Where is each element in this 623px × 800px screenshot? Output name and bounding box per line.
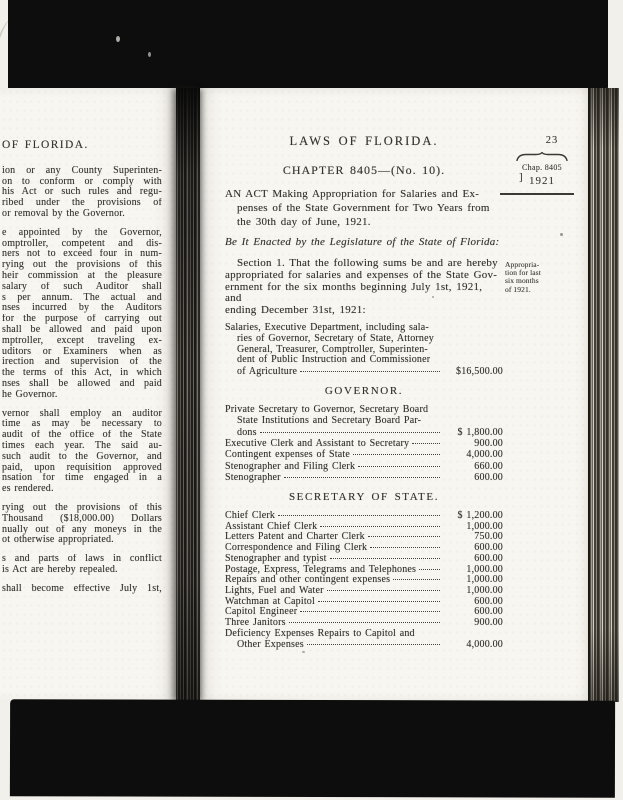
dot-leader xyxy=(370,547,440,548)
text-line: the terms of this Act, in which xyxy=(2,368,162,379)
dot-leader xyxy=(353,454,440,455)
ledger-amount: 1,000.00 xyxy=(466,520,503,532)
dot-leader xyxy=(278,515,440,516)
ledger-amount: 4,000.00 xyxy=(466,449,503,461)
text-line: ot otherwise appropriated. xyxy=(2,535,114,546)
right-page-text-column xyxy=(225,134,503,650)
dot-leader xyxy=(358,466,440,467)
left-paragraph xyxy=(2,228,162,401)
running-header: LAWS OF FLORIDA. xyxy=(289,134,439,148)
margin-note-line: tion for last xyxy=(505,268,541,278)
ledger-label: Contingent expenses of State xyxy=(225,449,350,461)
ledger-label: Lights, Fuel and Water xyxy=(225,584,324,596)
ledger-label: Executive Clerk and Assistant to Secretary xyxy=(225,438,410,450)
ledger-label: Stenographer and Filing Clerk xyxy=(225,460,356,472)
text-line: nually out of any moneys in the xyxy=(2,524,162,535)
text-line: ion or any County Superinten- xyxy=(2,165,162,176)
text-line: shall be allowed and paid upon xyxy=(2,324,162,335)
text-line: or removal by the Governor. xyxy=(2,208,125,219)
scan-speck xyxy=(148,52,151,57)
scanner-band-top xyxy=(8,0,608,90)
text-line: nses incurred by the Auditors xyxy=(2,303,162,314)
dot-leader xyxy=(284,477,440,478)
margin-note xyxy=(505,261,569,294)
text-line: audit of the office of the State xyxy=(2,430,162,441)
left-paragraph xyxy=(2,584,162,595)
dot-leader xyxy=(393,579,440,580)
act-title xyxy=(225,187,503,229)
left-page-text-column xyxy=(2,140,162,602)
margin-rule xyxy=(500,193,574,195)
ledger-label: Watchman at Capitol xyxy=(225,595,315,607)
ledger-label: Stenographer and typist xyxy=(225,552,327,564)
ledger-amount: 600.00 xyxy=(474,595,503,607)
text-line: ribed under the provisions of xyxy=(2,198,162,209)
appropriation-item-executive xyxy=(225,323,503,377)
text-line: he Governor. xyxy=(2,389,58,400)
dot-leader xyxy=(318,601,440,602)
text-line: ending December 31st, 1921: xyxy=(225,304,366,317)
section-1-paragraph xyxy=(225,258,503,317)
text-line: e appointed by the Governor, xyxy=(2,227,162,238)
ledger-label: Capitol Engineer xyxy=(225,606,298,618)
text-line: ners not to exceed four in num- xyxy=(2,249,162,260)
text-line: the 30th day of June, 1921. xyxy=(237,216,371,228)
ledger-amount: 600.00 xyxy=(474,542,503,554)
dot-leader xyxy=(289,622,440,623)
text-line: vernor shall employ an auditor xyxy=(2,408,162,419)
dot-leader xyxy=(327,590,440,591)
text-line: s and parts of laws in conflict xyxy=(2,554,162,565)
text-line: rying out the provisions of this xyxy=(2,260,162,271)
book-gutter-shadow xyxy=(176,88,200,702)
text-line: heir commission at the pleasure xyxy=(2,270,162,281)
ledger-label: Three Janitors xyxy=(225,617,286,629)
text-line: appropriated for salaries and expenses of the State Gov- xyxy=(225,268,498,281)
margin-chapter-label: Chap. 8405 xyxy=(522,163,562,172)
text-line: penses of the State Government for Two Years from xyxy=(237,202,490,214)
ledger-amount: 600.00 xyxy=(474,552,503,564)
text-line: times each year. The said au- xyxy=(2,440,162,451)
ledger-amount: 750.00 xyxy=(474,531,503,543)
ledger-label: Correspondence and Filing Clerk xyxy=(225,542,368,554)
dot-leader xyxy=(330,558,440,559)
margin-note-line: six months xyxy=(505,276,539,286)
dot-leader xyxy=(368,536,440,537)
text-line: AN ACT Making Appropriation for Salaries and Ex- xyxy=(225,188,480,200)
ledger-amount: 660.00 xyxy=(474,460,503,472)
ledger-label: Other Expenses xyxy=(237,638,304,650)
page-edges-strip xyxy=(588,88,619,702)
ledger-amount: 600.00 xyxy=(474,606,503,618)
dot-leader xyxy=(300,371,440,372)
scan-speck xyxy=(302,651,305,653)
ledger-amount: $ 1,200.00 xyxy=(457,509,503,521)
ledger-amount: 1,000.00 xyxy=(466,584,503,596)
text-line: nsation for time engaged in a xyxy=(2,473,162,484)
text-line: mptroller, except traveling ex- xyxy=(2,335,162,346)
margin-year-label: 1921 xyxy=(529,175,555,187)
left-paragraph xyxy=(2,409,162,495)
ledger-row xyxy=(225,427,503,438)
ledger-row xyxy=(225,554,503,565)
governor-items xyxy=(225,405,503,483)
secretary-of-state-items xyxy=(225,511,503,650)
text-line: dent of Public Instruction and Commissioner xyxy=(237,354,431,366)
ledger-amount: 1,000.00 xyxy=(466,574,503,586)
ledger-row xyxy=(225,586,503,597)
scanner-band-bottom xyxy=(10,699,615,798)
text-line: es rendered. xyxy=(2,484,54,495)
left-paragraph xyxy=(2,503,162,546)
ledger-label: Repairs and other contingent expenses xyxy=(225,574,391,586)
text-line: uditors or Examiners when as xyxy=(2,346,162,357)
text-line: Section 1. That the following sums be and are hereby xyxy=(237,257,498,269)
text-line: omptroller, competent and dis- xyxy=(2,238,162,249)
text-line: on to conform or comply with xyxy=(2,176,162,187)
text-line: ernment for the six months beginning July 1st, 1921, and xyxy=(225,280,483,305)
ledger-label: dons xyxy=(237,426,257,438)
dot-leader xyxy=(260,432,440,433)
section-heading-secretary-of-state: SECRETARY OF STATE. xyxy=(288,490,440,503)
dot-leader xyxy=(307,644,440,645)
text-line: salary of such Auditor shall xyxy=(2,281,162,292)
ledger-amount: $ 1,800.00 xyxy=(457,426,503,438)
scan-speck xyxy=(432,296,434,298)
ledger-label: Letters Patent and Charter Clerk xyxy=(225,531,365,543)
ledger-amount: 1,000.00 xyxy=(466,563,503,575)
page-number: 23 xyxy=(545,135,559,146)
ledger-row xyxy=(225,640,503,651)
text-line: is Act are hereby repealed. xyxy=(2,564,118,575)
text-line: Private Secretary to Governor, Secretary Board xyxy=(225,404,429,416)
text-line: paid, upon requisition approved xyxy=(2,462,162,473)
text-line: shall become effective July 1st, xyxy=(2,583,162,594)
dot-leader xyxy=(320,526,440,527)
margin-note-line: Appropria- xyxy=(505,260,540,269)
text-line: rying out the provisions of this xyxy=(2,502,162,513)
ledger-row xyxy=(225,472,503,483)
margin-note-line: of 1921. xyxy=(505,284,531,294)
ledger-amount: 900.00 xyxy=(474,438,503,450)
chapter-heading: CHAPTER 8405—(No. 10). xyxy=(282,163,446,177)
ledger-row xyxy=(225,449,503,460)
left-page xyxy=(0,88,178,702)
ledger-label: Postage, Express, Telegrams and Telephones xyxy=(225,563,417,575)
scan-speck xyxy=(116,36,120,42)
text-line: nses shall be allowed and paid xyxy=(2,378,162,389)
text-line: Salaries, Executive Department, including sala- xyxy=(225,321,429,333)
ledger-label: Chief Clerk xyxy=(225,509,276,521)
chapter-brace-icon xyxy=(516,152,568,161)
dot-leader xyxy=(300,611,440,612)
text-line: time as may be necessary to xyxy=(2,419,162,430)
dot-leader xyxy=(412,443,440,444)
text-line: General, Treasurer, Comptroller, Superinten- xyxy=(237,343,428,355)
dot-leader xyxy=(419,569,440,570)
left-paragraph xyxy=(2,554,162,576)
ledger-label: Stenographer xyxy=(225,471,281,483)
text-line: State Institutions and Secretary Board Par- xyxy=(237,415,422,427)
ledger-row xyxy=(225,461,503,472)
left-running-header: OF FLORIDA. xyxy=(2,139,89,151)
ledger-label: Assistant Chief Clerk xyxy=(225,520,318,532)
ledger-amount: 4,000.00 xyxy=(466,638,503,650)
text-line: s per annum. The actual and xyxy=(2,292,162,303)
text-line: Thousand ($18,000.00) Dollars xyxy=(2,513,162,524)
left-paragraph xyxy=(2,166,162,220)
ledger-row xyxy=(225,366,503,377)
scan-speck xyxy=(560,233,563,236)
enacting-clause: Be It Enacted by the Legislature of the State of Florida: xyxy=(225,236,500,248)
text-line: his Act or such rules and regu- xyxy=(2,187,162,198)
print-artifact-bracket: ] xyxy=(519,171,523,183)
ledger-amount: 600.00 xyxy=(474,471,503,483)
ledger-label: of Agriculture xyxy=(237,366,298,378)
ledger-row xyxy=(225,438,503,449)
text-line: for the purpose of carrying out xyxy=(2,314,162,325)
text-line: such audit to the Governor, and xyxy=(2,451,162,462)
text-line: ries of Governor, Secretary of State, Attorney xyxy=(237,332,434,344)
ledger-amount: $16,500.00 xyxy=(456,366,503,378)
ledger-amount: 900.00 xyxy=(474,617,503,629)
text-line: irection and supervision of the xyxy=(2,357,162,368)
section-heading-governor: GOVERNOR. xyxy=(324,385,404,398)
text-line: Deficiency Expenses Repairs to Capitol and xyxy=(225,627,415,639)
